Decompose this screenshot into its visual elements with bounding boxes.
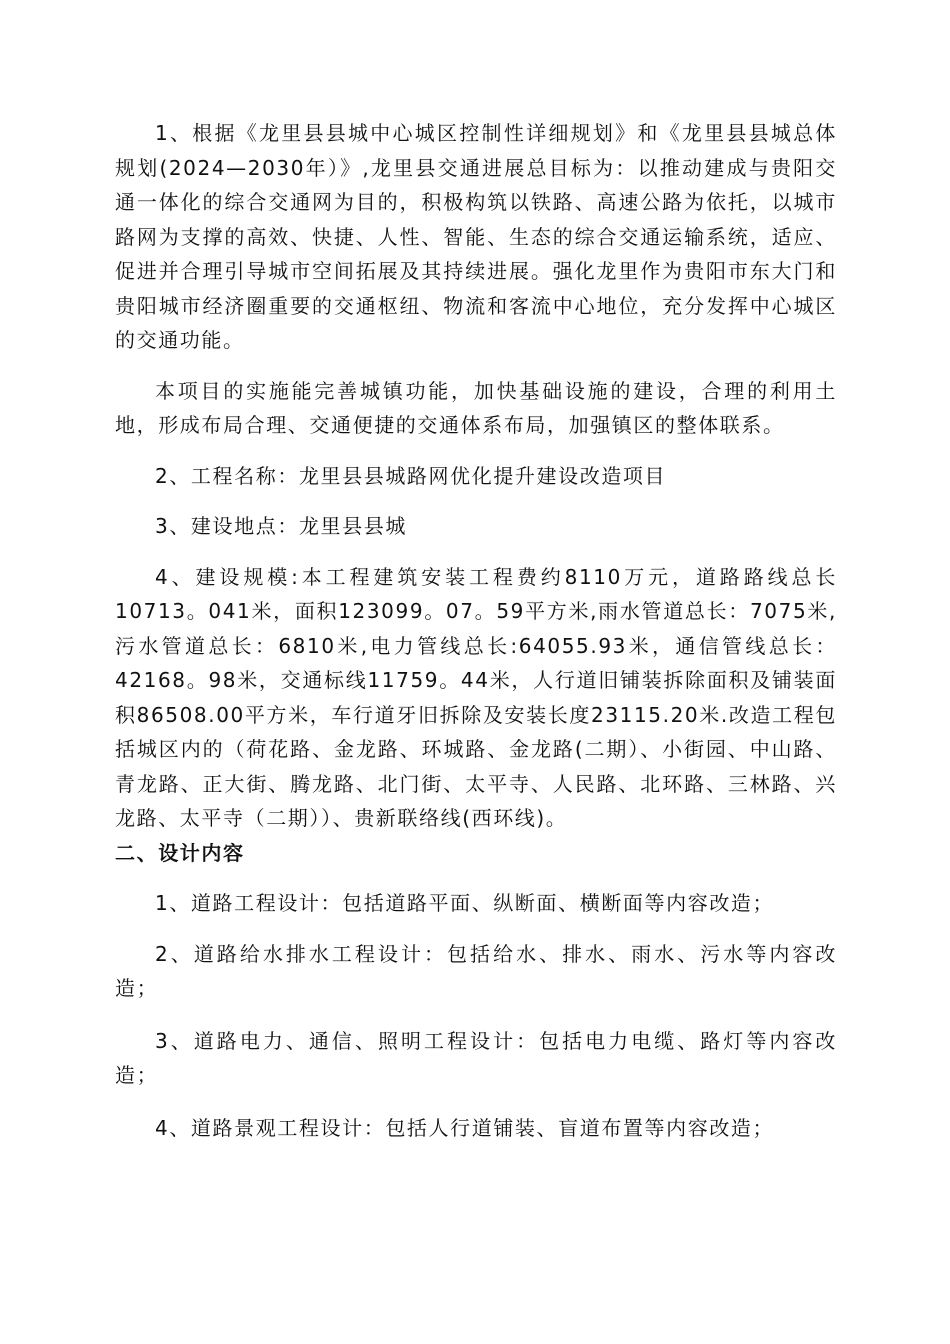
design-item-road: 1、道路工程设计：包括道路平面、纵断面、横断面等内容改造； [155,891,775,915]
paragraph-project-benefit: 本项目的实施能完善城镇功能，加快基础设施的建设，合理的利用土地，形成布局合理、交通便捷的交通体系布局，加强镇区的整体联系。 [115,378,837,437]
document-body [115,116,837,1145]
design-item-power: 3、道路电力、通信、照明工程设计：包括电力电缆、路灯等内容改造； [115,1028,837,1087]
paragraph-planning-goal: 1、根据《龙里县县城中心城区控制性详细规划》和《龙里县县城总体规划(2024—2030年）》,龙里县交通进展总目标为：以推动建成与贵阳交通一体化的综合交通网为目的，积极构筑以铁路、高速公路为依托，以城市路网为支撑的高效、快捷、人性、智能、生态的综合交通运输系统，适应、促进并合理引导城市空间拓展及其持续进展。强化龙里作为贵阳市东大门和贵阳城市经济圈重要的交通枢纽、物流和客流中心地位，充分发挥中心城区的交通功能。 [115,121,837,352]
paragraph-project-scale: 4、建设规模:本工程建筑安装工程费约8110万元，道路路线总长10713。041米，面积123099。07。59平方米,雨水管道总长：7075米,污水管道总长：6810米,电力管线总长:64055.93米，通信管线总长：42168。98米，交通标线11759。44米，人行道旧铺装拆除面积及铺装面积86508.00平方米，车行道牙旧拆除及安装长度23115.20米.改造工程包括城区内的（荷花路、金龙路、环城路、金龙路(二期）、小街园、中山路、青龙路、正大街、腾龙路、北门街、太平寺、人民路、北环路、三林路、兴龙路、太平寺（二期））、贵新联络线(西环线)。 [115,564,837,830]
paragraph-project-location: 3、建设地点：龙里县县城 [155,514,407,538]
design-item-landscape: 4、道路景观工程设计：包括人行道铺装、盲道布置等内容改造； [155,1115,775,1140]
design-item-drainage: 2、道路给水排水工程设计：包括给水、排水、雨水、污水等内容改造； [115,941,837,1000]
paragraph-project-name: 2、工程名称：龙里县县城路网优化提升建设改造项目 [155,463,667,488]
section-heading-design-content: 二、设计内容 [115,840,245,865]
